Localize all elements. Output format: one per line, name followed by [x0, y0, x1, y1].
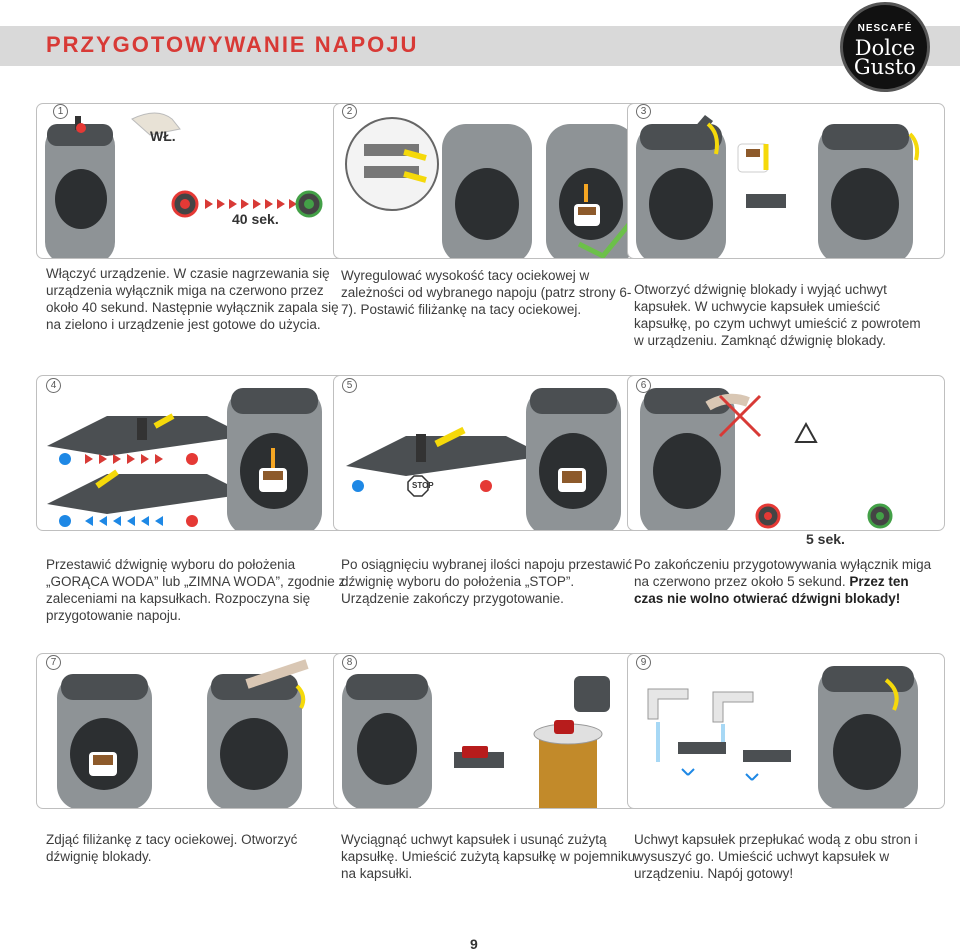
- step-1-panel: [36, 103, 351, 259]
- step-4-number: 4: [46, 378, 61, 393]
- step-1-caption: Włączyć urządzenie. W czasie nagrzewania się urządzenia wyłącznik miga na czerwono przez około 40 sekund. Następnie wyłącznik zapala się na zielono i urządzenie jest gotowe do użycia.: [46, 266, 339, 332]
- step-7-number: 7: [46, 655, 61, 670]
- page-number: 9: [470, 936, 478, 951]
- step-9-illustration: [628, 654, 945, 809]
- step-6-warning: Przez ten czas nie wolno otwierać dźwigni blokady!: [634, 574, 909, 606]
- step-6-caption: [634, 556, 934, 607]
- step-5-stop-label: STOP: [412, 481, 434, 490]
- step-5-caption: Po osiągnięciu wybranej ilości napoju przestawić dźwignię wyboru do położenia „STOP”. Urządzenie zakończy przygotowanie.: [341, 557, 633, 606]
- step-7-illustration: [37, 654, 351, 809]
- step-9-caption: Uchwyt kapsułek przepłukać wodą z obu stron i wysuszyć go. Umieścić uchwyt kapsułek w urządzeniu. Napój gotowy!: [634, 832, 918, 881]
- step-4-illustration: [37, 376, 351, 531]
- step-6-number: 6: [636, 378, 651, 393]
- step-8-panel: [333, 653, 648, 809]
- step-1-power-label: WŁ.: [150, 128, 176, 144]
- step-5-number: 5: [342, 378, 357, 393]
- step-5-illustration: [334, 376, 648, 531]
- step-8-number: 8: [342, 655, 357, 670]
- page-title: PRZYGOTOWYWANIE NAPOJU: [46, 32, 419, 57]
- step-8-caption: Wyciągnąć uchwyt kapsułek i usunąć zużytą kapsułkę. Umieścić zużytą kapsułkę w pojemniku na kapsułki.: [341, 832, 636, 881]
- step-5-panel: [333, 375, 648, 531]
- step-2-panel: [333, 103, 648, 259]
- logo-line-1: NESCAFÉ: [857, 23, 913, 34]
- step-3-number: 3: [636, 104, 651, 119]
- logo-line-3: Gusto: [853, 55, 917, 79]
- step-8-illustration: [334, 654, 648, 809]
- step-9-number: 9: [636, 655, 651, 670]
- step-9-panel: [627, 653, 945, 809]
- step-7-caption: Zdjąć filiżankę z tacy ociekowej. Otworzyć dźwignię blokady.: [46, 832, 298, 864]
- step-1-number: 1: [53, 104, 68, 119]
- step-2-number: 2: [342, 104, 357, 119]
- step-1-illustration: [37, 104, 351, 259]
- step-6-caption-text: Po zakończeniu przygotowywania wyłącznik miga na czerwono przez około 5 sekund.: [634, 557, 932, 589]
- step-3-panel: [627, 103, 945, 259]
- step-7-panel: [36, 653, 351, 809]
- step-2-illustration: [334, 104, 648, 259]
- step-4-caption: Przestawić dźwignię wyboru do położenia „GORĄCA WODA” lub „ZIMNA WODA”, zgodnie z zaleceniami na kapsułkach. Rozpoczyna się przygotowanie napoju.: [46, 557, 346, 623]
- step-3-illustration: [628, 104, 945, 259]
- step-3-caption: Otworzyć dźwignię blokady i wyjąć uchwyt kapsułek. W uchwycie kapsułek umieścić kapsułkę, po czym uchwyt umieścić z powrotem w urządzeniu. Zamknąć dźwignię blokady.: [634, 282, 921, 348]
- nescafe-dolce-gusto-logo: [840, 2, 930, 92]
- step-6-timer: 5 sek.: [806, 531, 845, 547]
- logo-line-2: Dolce: [854, 36, 916, 60]
- step-1-timer: 40 sek.: [232, 211, 279, 227]
- step-6-panel: [627, 375, 945, 531]
- step-6-illustration: [628, 376, 945, 531]
- step-2-caption: Wyregulować wysokość tacy ociekowej w zależności od wybranego napoju (patrz strony 6-7). Postawić filiżankę na tacy ociekowej.: [341, 268, 632, 317]
- step-4-panel: [36, 375, 351, 531]
